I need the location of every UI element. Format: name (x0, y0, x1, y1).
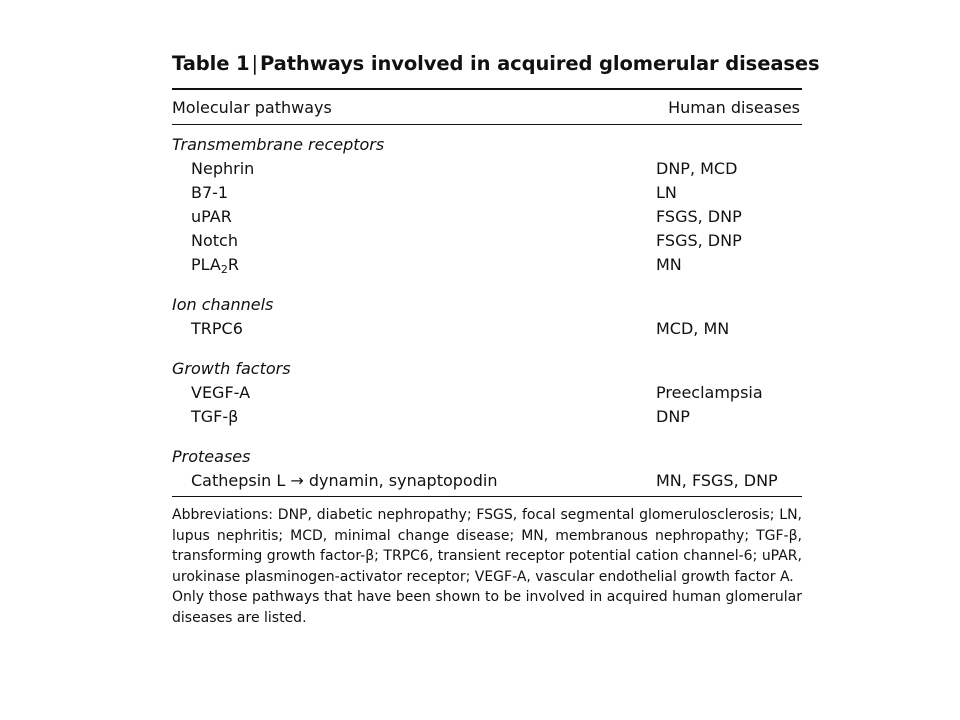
table-document (172, 48, 820, 628)
table-row (172, 469, 802, 493)
table-row (172, 229, 802, 253)
section-title-proteases: Proteases (172, 447, 251, 466)
table-label: Table 1 (172, 52, 250, 75)
section-title-transmembrane-receptors: Transmembrane receptors (172, 135, 385, 154)
pathway-cell: VEGF-A (191, 383, 251, 402)
table-row (172, 181, 802, 205)
table-row (172, 205, 802, 229)
table-footnote (172, 505, 802, 628)
pathway-cell: Nephrin (191, 159, 255, 178)
pathway-cell (191, 253, 239, 282)
pathway-prefix: PLA (191, 255, 221, 274)
footnote-note: Only those pathways that have been shown to be involved in acquired human glomerular diseases are listed. (172, 589, 802, 626)
table-title-text: Pathways involved in acquired glomerular diseases (259, 52, 820, 75)
pathway-cell: TRPC6 (191, 319, 243, 338)
table-title (172, 48, 820, 80)
table-header (172, 90, 802, 124)
table-row (172, 253, 802, 277)
section-gap (172, 341, 802, 357)
section-title-ion-channels: Ion channels (172, 295, 274, 314)
bottom-rule (172, 496, 802, 497)
disease-cell: DNP (656, 407, 690, 426)
table-row (172, 317, 802, 341)
disease-cell: MCD, MN (656, 319, 730, 338)
table-row (172, 157, 802, 181)
disease-cell: FSGS, DNP (656, 207, 742, 226)
disease-cell: MN, FSGS, DNP (656, 471, 778, 490)
disease-cell: FSGS, DNP (656, 231, 742, 250)
pathway-cell: Cathepsin L → dynamin, synaptopodin (191, 471, 498, 490)
disease-cell: Preeclampsia (656, 383, 763, 402)
section-title-growth-factors: Growth factors (172, 359, 291, 378)
disease-cell: DNP, MCD (656, 159, 738, 178)
pathway-cell: uPAR (191, 207, 232, 226)
pathway-suffix: R (227, 255, 239, 274)
pathway-cell: B7-1 (191, 183, 229, 202)
disease-cell: MN (656, 255, 682, 274)
pathway-subscript: 2 (220, 263, 228, 276)
column-header-pathways: Molecular pathways (172, 98, 332, 117)
footnote-abbreviations: Abbreviations: DNP, diabetic nephropathy; FSGS, focal segmental glomerulosclerosis; LN, lupus nephritis; MCD, minimal change disease; MN, membranous nephropathy; TGF-β, transforming growth factor-β; TRPC6, transient receptor potential cation channel-6; uPAR, urokinase plasminogen-activator receptor; VEGF-A, vascular endothelial growth factor A. (172, 507, 802, 585)
pathway-cell: TGF-β (191, 407, 239, 426)
table-row (172, 381, 802, 405)
section-gap (172, 277, 802, 293)
disease-cell: LN (656, 183, 677, 202)
column-header-diseases: Human diseases (668, 98, 800, 117)
title-separator: | (251, 52, 258, 75)
pathway-cell: Notch (191, 231, 238, 250)
section-gap (172, 429, 802, 445)
table-row (172, 405, 802, 429)
